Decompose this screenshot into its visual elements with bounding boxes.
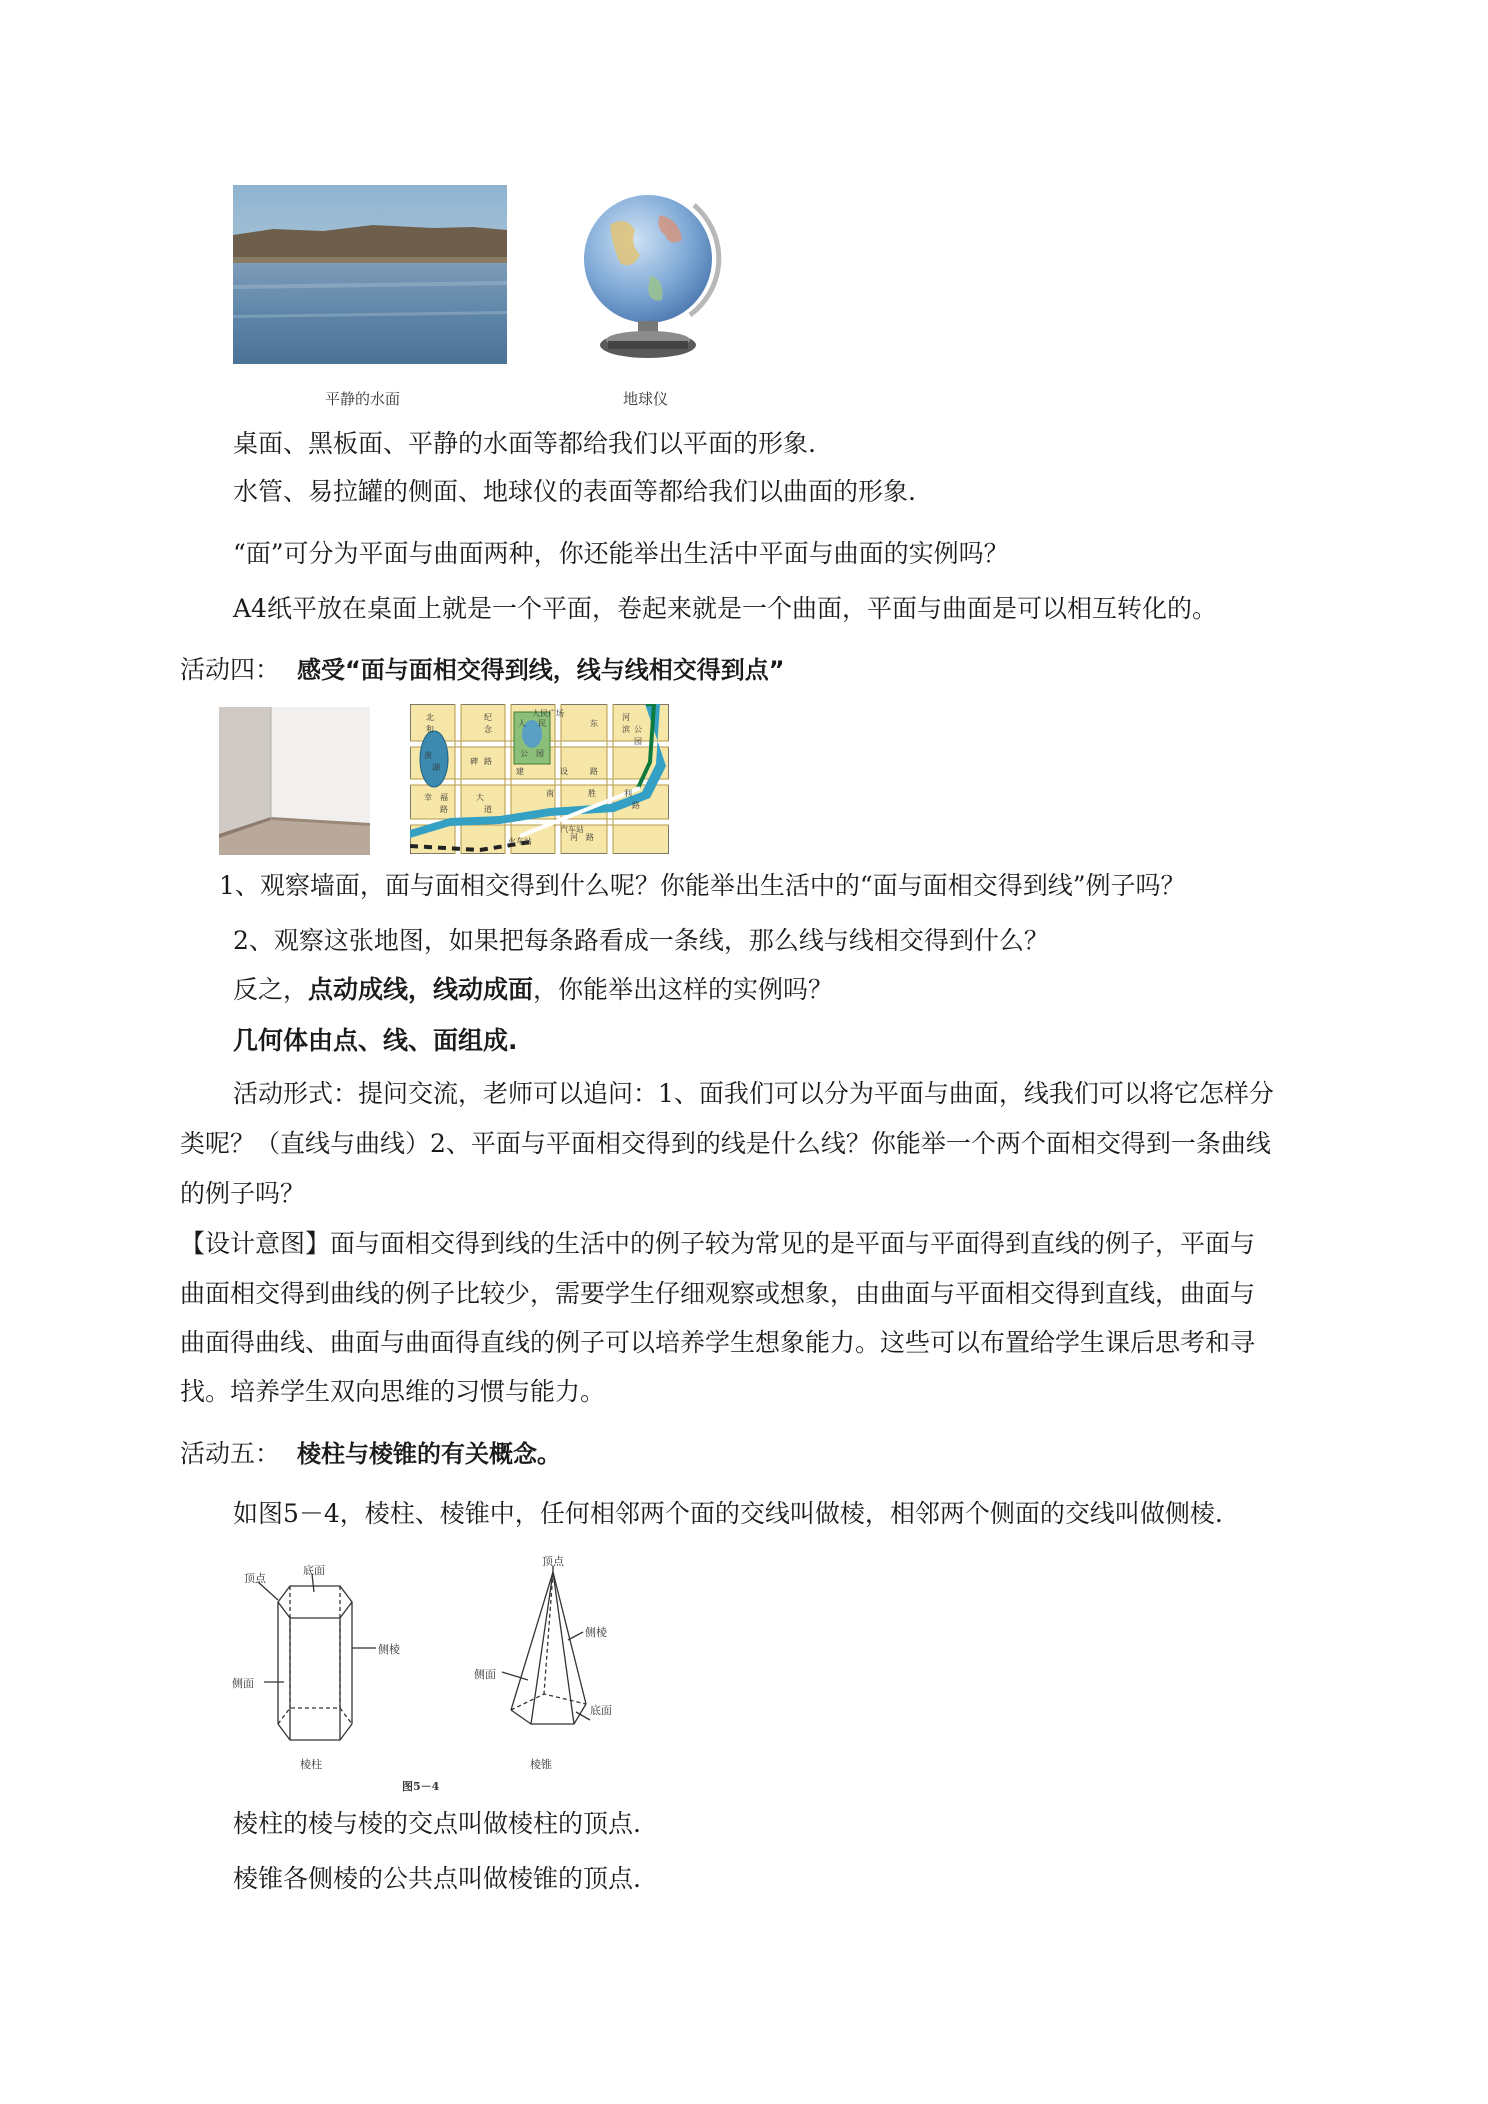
activity-form-line-1: 活动形式：提问交流，老师可以追问：1、面我们可以分为平面与曲面，线我们可以将它怎样分 (233, 1079, 1274, 1108)
city-map (410, 704, 669, 854)
question-2: 2、观察这张地图，如果把每条路看成一条线，那么线与线相交得到什么？ (233, 926, 1049, 955)
svg-text:路: 路 (484, 757, 492, 766)
svg-text:福: 福 (440, 793, 448, 802)
svg-text:北: 北 (426, 713, 434, 722)
globe-caption: 地球仪 (623, 390, 669, 408)
definition-pyramid-vertex: 棱锥各侧棱的公共点叫做棱锥的顶点. (233, 1864, 641, 1893)
activity5-label: 活动五： (180, 1439, 281, 1468)
svg-text:道: 道 (484, 805, 492, 814)
design-intent-line-4: 找。培养学生双向思维的习惯与能力。 (180, 1377, 606, 1406)
calm-water-caption: 平静的水面 (325, 390, 401, 408)
svg-text:路: 路 (632, 801, 640, 810)
svg-text:火车站: 火车站 (508, 837, 532, 846)
svg-text:公: 公 (634, 725, 642, 734)
paragraph-plane: 桌面、黑板面、平静的水面等都给我们以平面的形象. (233, 429, 816, 458)
bold-statement: 几何体由点、线、面组成. (233, 1026, 518, 1055)
svg-text:园: 园 (536, 749, 544, 758)
activity4-title: 感受“面与面相交得到线，线与线相交得到点” (297, 656, 785, 684)
svg-text:人: 人 (518, 719, 526, 728)
svg-text:碑: 碑 (470, 757, 478, 766)
activity5-title: 棱柱与棱锥的有关概念。 (297, 1440, 561, 1468)
svg-text:滨: 滨 (622, 725, 630, 734)
activity-form-line-3: 的例子吗？ (180, 1179, 306, 1208)
paragraph-a4: A4纸平放在桌面上就是一个平面，卷起来就是一个曲面，平面与曲面是可以相互转化的。 (233, 594, 1217, 623)
design-intent-line-3: 曲面得曲线、曲面与曲面得直线的例子可以培养学生想象能力。这些可以布置给学生课后思考和寻 (180, 1328, 1256, 1357)
svg-text:胜: 胜 (588, 789, 596, 798)
svg-text:路: 路 (590, 767, 598, 776)
svg-text:民: 民 (538, 719, 546, 728)
svg-text:纪: 纪 (484, 713, 492, 722)
svg-text:大: 大 (476, 793, 484, 802)
svg-text:幸: 幸 (424, 793, 432, 802)
svg-text:和: 和 (426, 725, 434, 734)
activity-form-line-2: 类呢？（直线与曲线）2、平面与平面相交得到的线是什么线？你能举一个两个面相交得到一条曲线 (180, 1129, 1271, 1158)
prism-lateral-face-label: 侧面 (232, 1677, 254, 1690)
paragraph-curved: 水管、易拉罐的侧面、地球仪的表面等都给我们以曲面的形象. (233, 477, 916, 506)
prism-base-label: 底面 (303, 1564, 325, 1577)
question-1: 1、观察墙面，面与面相交得到什么呢？你能举出生活中的“面与面相交得到线”例子吗？ (219, 871, 1186, 900)
figure-caption: 图5－4 (402, 1780, 440, 1793)
svg-text:路: 路 (586, 833, 594, 842)
wall-corner-photo (219, 707, 370, 855)
figure-5-4 (228, 1552, 648, 1792)
figure-intro: 如图5－4，棱柱、棱锥中，任何相邻两个面的交线叫做棱，相邻两个侧面的交线叫做侧棱. (233, 1499, 1223, 1528)
svg-text:园: 园 (634, 737, 642, 746)
definition-prism-vertex: 棱柱的棱与棱的交点叫做棱柱的顶点. (233, 1809, 641, 1838)
svg-text:汽车站: 汽车站 (560, 825, 584, 834)
question-3-suffix: ，你能举出这样的实例吗？ (533, 975, 834, 1004)
question-3-prefix: 反之， (233, 975, 309, 1004)
prism-name-label: 棱柱 (300, 1758, 322, 1771)
svg-text:建: 建 (516, 767, 524, 776)
pyramid-drawing (502, 1566, 590, 1724)
svg-text:湖: 湖 (432, 763, 440, 772)
prism-lateral-edge-label: 侧棱 (378, 1643, 400, 1656)
pyramid-lateral-edge-label: 侧棱 (585, 1626, 607, 1639)
pyramid-vertex-label: 顶点 (542, 1555, 564, 1568)
svg-text:念: 念 (484, 725, 492, 734)
globe-photo (570, 185, 728, 369)
svg-text:利: 利 (624, 789, 632, 798)
svg-text:人民广场: 人民广场 (532, 709, 564, 718)
calm-water-photo (233, 185, 507, 364)
design-intent-text-1: 面与面相交得到线的生活中的例子较为常见的是平面与平面得到直线的例子，平面与 (330, 1229, 1256, 1258)
paragraph-question: “面”可分为平面与曲面两种，你还能举出生活中平面与曲面的实例吗？ (233, 539, 1009, 568)
activity4-label: 活动四： (180, 655, 281, 684)
design-intent-line-2: 曲面相交得到曲线的例子比较少，需要学生仔细观察或想象，由曲面与平面相交得到直线，曲面与 (180, 1279, 1256, 1308)
svg-text:河: 河 (570, 833, 578, 842)
design-intent-tag: 【设计意图】 (180, 1229, 331, 1258)
pyramid-name-label: 棱锥 (530, 1758, 552, 1771)
svg-text:东: 东 (590, 719, 598, 728)
svg-text:公: 公 (520, 749, 528, 758)
svg-text:设: 设 (560, 767, 568, 776)
pyramid-lateral-face-label: 侧面 (474, 1668, 496, 1681)
prism-drawing (258, 1574, 376, 1740)
svg-text:路: 路 (440, 805, 448, 814)
svg-text:河: 河 (622, 713, 630, 722)
pyramid-base-label: 底面 (590, 1704, 612, 1717)
prism-vertex-label: 顶点 (244, 1572, 266, 1585)
question-3-bold: 点动成线，线动成面 (308, 975, 534, 1004)
svg-text:羡: 羡 (424, 751, 432, 760)
question-3 (233, 973, 833, 1007)
svg-text:南: 南 (546, 789, 554, 798)
design-intent-line-1 (180, 1227, 1255, 1261)
